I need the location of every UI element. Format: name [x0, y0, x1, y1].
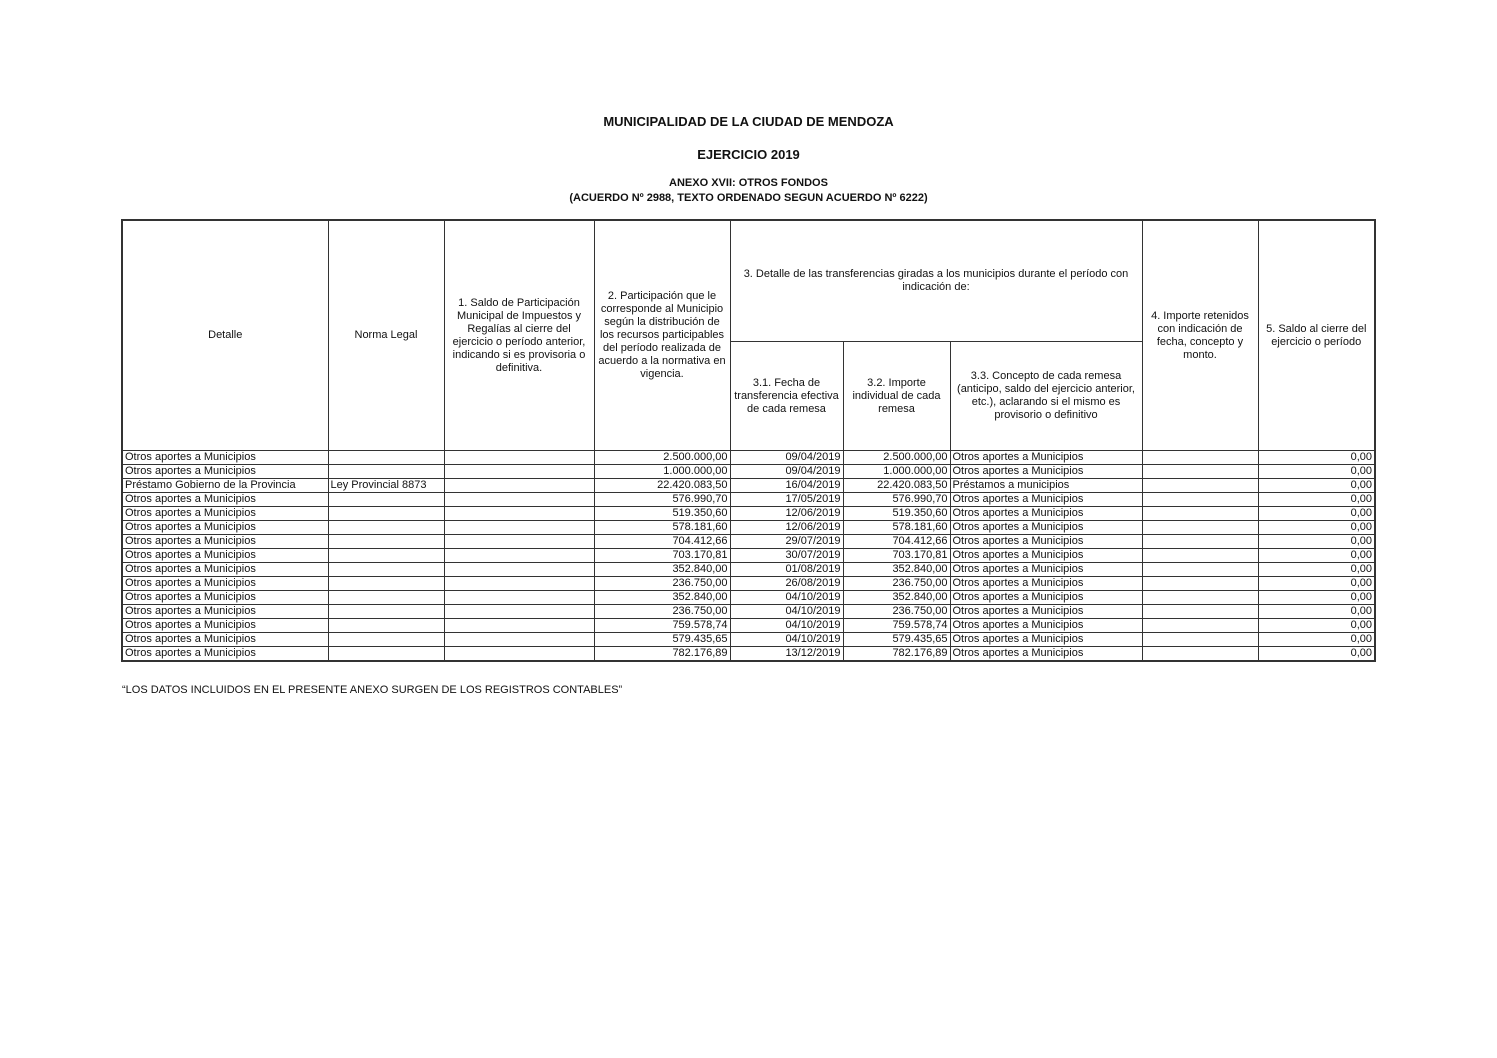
table-row	[122, 647, 1375, 662]
cell-saldo-anterior	[444, 465, 594, 479]
cell-fecha: 04/10/2019	[730, 619, 843, 633]
cell-norma-legal	[328, 619, 444, 633]
cell-detalle: Otros aportes a Municipios	[122, 549, 328, 563]
cell-saldo-cierre: 0,00	[1258, 633, 1375, 647]
cell-concepto: Otros aportes a Municipios	[950, 563, 1142, 577]
cell-saldo-anterior	[444, 633, 594, 647]
cell-fecha: 13/12/2019	[730, 647, 843, 662]
footer-note: “LOS DATOS INCLUIDOS EN EL PRESENTE ANEXO SURGEN DE LOS REGISTROS CONTABLES”	[122, 684, 623, 696]
cell-importe-retenidos	[1142, 591, 1258, 605]
cell-saldo-anterior	[444, 605, 594, 619]
cell-saldo-cierre: 0,00	[1258, 507, 1375, 521]
cell-saldo-cierre: 0,00	[1258, 493, 1375, 507]
cell-saldo-anterior	[444, 549, 594, 563]
cell-participacion: 519.350,60	[594, 507, 730, 521]
cell-importe-retenidos	[1142, 577, 1258, 591]
cell-importe: 578.181,60	[843, 521, 950, 535]
cell-importe: 22.420.083,50	[843, 479, 950, 493]
col-detalle: Detalle	[122, 220, 328, 451]
cell-participacion: 352.840,00	[594, 563, 730, 577]
funds-table	[121, 219, 1376, 662]
cell-concepto: Otros aportes a Municipios	[950, 521, 1142, 535]
cell-fecha: 09/04/2019	[730, 465, 843, 479]
cell-norma-legal	[328, 591, 444, 605]
cell-concepto: Otros aportes a Municipios	[950, 507, 1142, 521]
col-transferencias: 3. Detalle de las transferencias giradas a los municipios durante el período con indicación de:	[730, 220, 1142, 342]
cell-participacion: 1.000.000,00	[594, 465, 730, 479]
cell-participacion: 759.578,74	[594, 619, 730, 633]
cell-saldo-anterior	[444, 493, 594, 507]
col-saldo-anterior: 1. Saldo de Participación Municipal de Impuestos y Regalías al cierre del ejercicio o período anterior, indicando si es provisoria o definitiva.	[444, 220, 594, 451]
table-body	[122, 451, 1375, 662]
cell-norma-legal	[328, 451, 444, 465]
cell-norma-legal	[328, 535, 444, 549]
cell-detalle: Préstamo Gobierno de la Provincia	[122, 479, 328, 493]
cell-importe: 352.840,00	[843, 591, 950, 605]
cell-detalle: Otros aportes a Municipios	[122, 493, 328, 507]
cell-norma-legal	[328, 465, 444, 479]
cell-participacion: 236.750,00	[594, 605, 730, 619]
agreement-reference: (ACUERDO Nº 2988, TEXTO ORDENADO SEGUN ACUERDO Nº 6222)	[569, 192, 928, 204]
cell-saldo-anterior	[444, 521, 594, 535]
cell-saldo-cierre: 0,00	[1258, 479, 1375, 493]
col-saldo-cierre: 5. Saldo al cierre del ejercicio o período	[1258, 220, 1375, 451]
cell-saldo-anterior	[444, 647, 594, 662]
cell-importe-retenidos	[1142, 507, 1258, 521]
cell-norma-legal	[328, 647, 444, 662]
cell-importe-retenidos	[1142, 535, 1258, 549]
table-row	[122, 507, 1375, 521]
cell-participacion: 236.750,00	[594, 577, 730, 591]
cell-concepto: Otros aportes a Municipios	[950, 605, 1142, 619]
cell-saldo-anterior	[444, 591, 594, 605]
annex-title: ANEXO XVII: OTROS FONDOS	[669, 177, 828, 189]
cell-saldo-cierre: 0,00	[1258, 451, 1375, 465]
table-row	[122, 549, 1375, 563]
cell-saldo-anterior	[444, 451, 594, 465]
cell-norma-legal	[328, 577, 444, 591]
table-row	[122, 451, 1375, 465]
cell-concepto: Otros aportes a Municipios	[950, 633, 1142, 647]
cell-saldo-anterior	[444, 563, 594, 577]
cell-participacion: 578.181,60	[594, 521, 730, 535]
table-row	[122, 591, 1375, 605]
cell-detalle: Otros aportes a Municipios	[122, 563, 328, 577]
cell-saldo-cierre: 0,00	[1258, 535, 1375, 549]
cell-saldo-cierre: 0,00	[1258, 563, 1375, 577]
cell-fecha: 01/08/2019	[730, 563, 843, 577]
cell-importe-retenidos	[1142, 647, 1258, 662]
cell-importe: 2.500.000,00	[843, 451, 950, 465]
cell-detalle: Otros aportes a Municipios	[122, 605, 328, 619]
cell-concepto: Otros aportes a Municipios	[950, 619, 1142, 633]
cell-importe: 236.750,00	[843, 605, 950, 619]
table-row	[122, 493, 1375, 507]
cell-importe-retenidos	[1142, 549, 1258, 563]
cell-detalle: Otros aportes a Municipios	[122, 507, 328, 521]
cell-participacion: 2.500.000,00	[594, 451, 730, 465]
cell-detalle: Otros aportes a Municipios	[122, 465, 328, 479]
col-importe-retenidos: 4. Importe retenidos con indicación de fecha, concepto y monto.	[1142, 220, 1258, 451]
cell-concepto: Otros aportes a Municipios	[950, 535, 1142, 549]
cell-concepto: Otros aportes a Municipios	[950, 549, 1142, 563]
cell-saldo-cierre: 0,00	[1258, 521, 1375, 535]
cell-saldo-cierre: 0,00	[1258, 549, 1375, 563]
cell-fecha: 26/08/2019	[730, 577, 843, 591]
cell-concepto: Otros aportes a Municipios	[950, 647, 1142, 662]
header-row	[122, 220, 1375, 342]
cell-saldo-anterior	[444, 535, 594, 549]
cell-saldo-cierre: 0,00	[1258, 605, 1375, 619]
cell-participacion: 22.420.083,50	[594, 479, 730, 493]
cell-norma-legal	[328, 521, 444, 535]
cell-norma-legal	[328, 493, 444, 507]
cell-importe-retenidos	[1142, 451, 1258, 465]
cell-participacion: 704.412,66	[594, 535, 730, 549]
cell-importe: 352.840,00	[843, 563, 950, 577]
cell-fecha: 04/10/2019	[730, 605, 843, 619]
table-row	[122, 535, 1375, 549]
cell-concepto: Otros aportes a Municipios	[950, 577, 1142, 591]
cell-saldo-anterior	[444, 507, 594, 521]
cell-fecha: 12/06/2019	[730, 507, 843, 521]
cell-detalle: Otros aportes a Municipios	[122, 619, 328, 633]
cell-detalle: Otros aportes a Municipios	[122, 591, 328, 605]
col-importe: 3.2. Importe individual de cada remesa	[843, 342, 950, 451]
cell-norma-legal	[328, 633, 444, 647]
cell-norma-legal	[328, 549, 444, 563]
document-title: MUNICIPALIDAD DE LA CIUDAD DE MENDOZA	[603, 114, 894, 129]
cell-concepto: Otros aportes a Municipios	[950, 451, 1142, 465]
cell-importe: 782.176,89	[843, 647, 950, 662]
table-row	[122, 633, 1375, 647]
col-norma-legal: Norma Legal	[328, 220, 444, 451]
cell-detalle: Otros aportes a Municipios	[122, 577, 328, 591]
cell-detalle: Otros aportes a Municipios	[122, 451, 328, 465]
cell-concepto: Otros aportes a Municipios	[950, 493, 1142, 507]
cell-participacion: 579.435,65	[594, 633, 730, 647]
cell-fecha: 04/10/2019	[730, 633, 843, 647]
table-row	[122, 479, 1375, 493]
col-concepto: 3.3. Concepto de cada remesa (anticipo, saldo del ejercicio anterior, etc.), aclarando si el mismo es provisorio o definitivo	[950, 342, 1142, 451]
table-row	[122, 465, 1375, 479]
cell-fecha: 12/06/2019	[730, 521, 843, 535]
cell-norma-legal	[328, 605, 444, 619]
cell-importe-retenidos	[1142, 605, 1258, 619]
cell-importe-retenidos	[1142, 465, 1258, 479]
cell-importe: 1.000.000,00	[843, 465, 950, 479]
cell-saldo-cierre: 0,00	[1258, 619, 1375, 633]
table-row	[122, 605, 1375, 619]
cell-importe: 703.170,81	[843, 549, 950, 563]
cell-detalle: Otros aportes a Municipios	[122, 647, 328, 662]
cell-fecha: 30/07/2019	[730, 549, 843, 563]
table-row	[122, 577, 1375, 591]
cell-saldo-cierre: 0,00	[1258, 591, 1375, 605]
cell-saldo-cierre: 0,00	[1258, 465, 1375, 479]
cell-importe: 704.412,66	[843, 535, 950, 549]
cell-importe-retenidos	[1142, 563, 1258, 577]
cell-importe: 579.435,65	[843, 633, 950, 647]
cell-norma-legal: Ley Provincial 8873	[328, 479, 444, 493]
cell-detalle: Otros aportes a Municipios	[122, 521, 328, 535]
cell-saldo-cierre: 0,00	[1258, 647, 1375, 662]
cell-concepto: Otros aportes a Municipios	[950, 465, 1142, 479]
cell-participacion: 703.170,81	[594, 549, 730, 563]
col-participacion: 2. Participación que le corresponde al Municipio según la distribución de los recursos participables del período realizada de acuerdo a la normativa en vigencia.	[594, 220, 730, 451]
cell-importe: 519.350,60	[843, 507, 950, 521]
col-fecha: 3.1. Fecha de transferencia efectiva de cada remesa	[730, 342, 843, 451]
cell-importe-retenidos	[1142, 619, 1258, 633]
cell-saldo-cierre: 0,00	[1258, 577, 1375, 591]
table-row	[122, 521, 1375, 535]
cell-fecha: 29/07/2019	[730, 535, 843, 549]
fiscal-year: EJERCICIO 2019	[697, 147, 800, 162]
cell-norma-legal	[328, 507, 444, 521]
cell-saldo-anterior	[444, 619, 594, 633]
cell-detalle: Otros aportes a Municipios	[122, 633, 328, 647]
cell-importe: 759.578,74	[843, 619, 950, 633]
cell-concepto: Préstamos a municipios	[950, 479, 1142, 493]
cell-importe-retenidos	[1142, 479, 1258, 493]
cell-saldo-anterior	[444, 479, 594, 493]
cell-importe: 576.990,70	[843, 493, 950, 507]
cell-norma-legal	[328, 563, 444, 577]
cell-participacion: 352.840,00	[594, 591, 730, 605]
cell-saldo-anterior	[444, 577, 594, 591]
cell-importe-retenidos	[1142, 493, 1258, 507]
cell-importe-retenidos	[1142, 633, 1258, 647]
cell-importe-retenidos	[1142, 521, 1258, 535]
table-row	[122, 619, 1375, 633]
table-row	[122, 563, 1375, 577]
cell-importe: 236.750,00	[843, 577, 950, 591]
cell-participacion: 782.176,89	[594, 647, 730, 662]
cell-fecha: 04/10/2019	[730, 591, 843, 605]
cell-fecha: 16/04/2019	[730, 479, 843, 493]
cell-concepto: Otros aportes a Municipios	[950, 591, 1142, 605]
cell-detalle: Otros aportes a Municipios	[122, 535, 328, 549]
cell-fecha: 09/04/2019	[730, 451, 843, 465]
cell-participacion: 576.990,70	[594, 493, 730, 507]
cell-fecha: 17/05/2019	[730, 493, 843, 507]
